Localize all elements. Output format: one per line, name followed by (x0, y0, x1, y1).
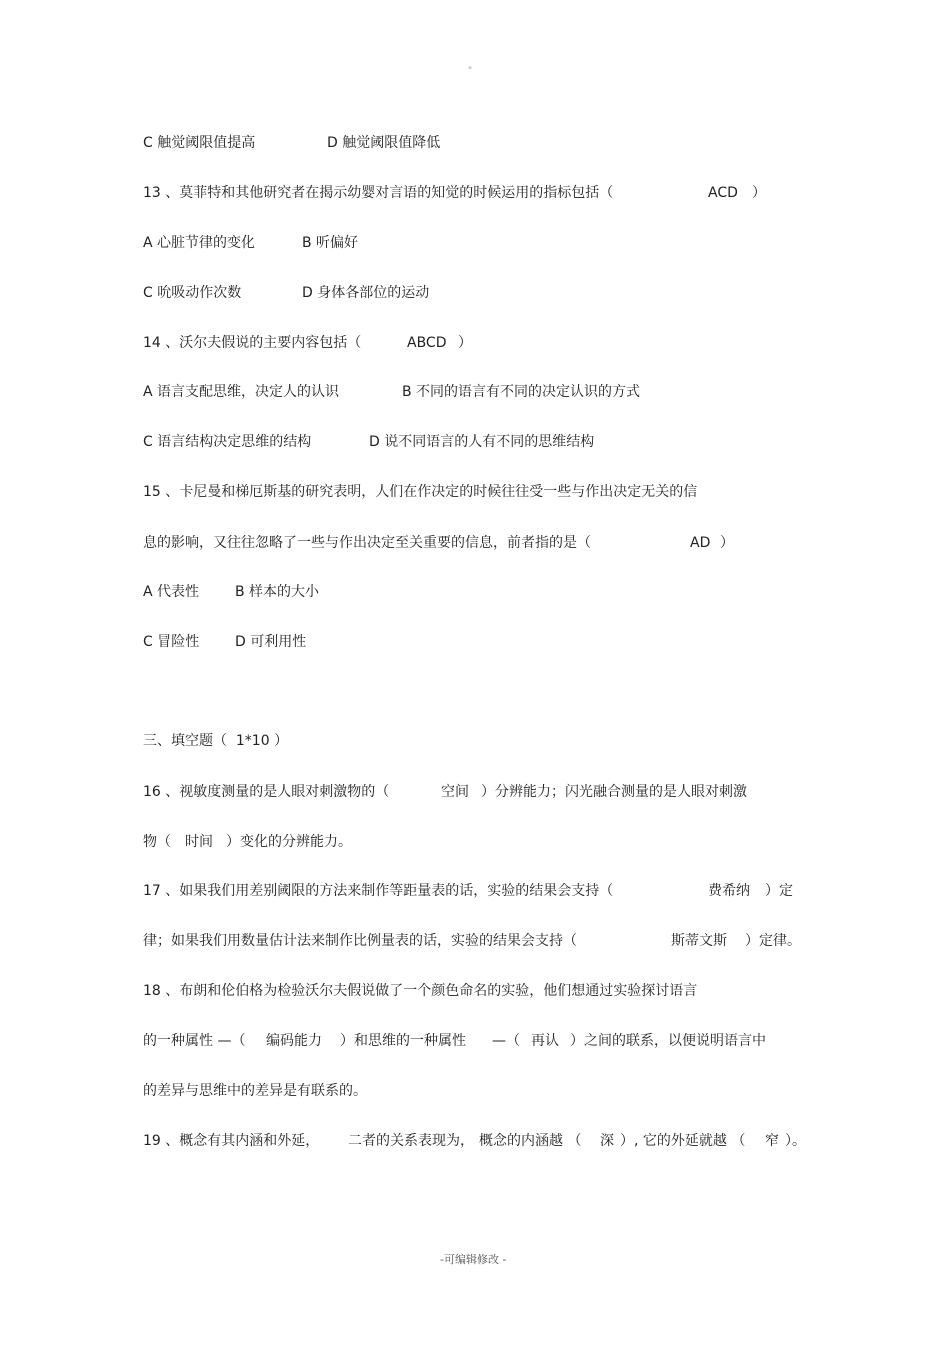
question-16-line-1: 16 、视敏度测量的是人眼对刺激物的（ (143, 784, 390, 800)
question-16-line-2-rest: ）变化的分辨能力。 (226, 834, 352, 850)
answer-16-blank-2: 时间 (185, 834, 213, 850)
question-18-line-2-dash: —（ (492, 1033, 520, 1049)
question-17-line-2: 律；如果我们用数量估计法来制作比例量表的话，实验的结果会支持（ (143, 933, 577, 949)
option-d-q15: D 可利用性 (235, 634, 307, 650)
option-a-q14: A 语言支配思维，决定人的认识 (143, 384, 340, 400)
page-footer: -可编辑修改 - (440, 1253, 507, 1266)
question-19-part-5: ）。 (785, 1133, 806, 1149)
answer-16-blank-1: 空间 (441, 784, 469, 800)
question-15-line-1: 15 、卡尼曼和梯厄斯基的研究表明，人们在作决定的时候往往受一些与作出决定无关的信 (143, 484, 698, 500)
answer-17-blank-2: 斯蒂文斯 (671, 933, 727, 949)
question-19-part-4: ）, 它的外延就越 （ (620, 1133, 746, 1149)
answer-19-blank-1: 深 (600, 1133, 614, 1149)
answer-17-blank-1: 费希纳 (708, 883, 750, 899)
question-15-line-2: 息的影响，又往往忽略了一些与作出决定至关重要的信息，前者指的是（ (143, 535, 591, 551)
section-heading-fill-blank: 三、填空题（ 1*10 ） (143, 733, 289, 749)
option-d-q12: D 触觉阈限值降低 (327, 135, 441, 151)
option-a-q13: A 心脏节律的变化 (143, 235, 256, 251)
option-c-q14: C 语言结构决定思维的结构 (143, 434, 312, 450)
question-18-line-3: 的差异与思维中的差异是有联系的。 (143, 1083, 367, 1099)
answer-18-blank-1: 编码能力 (266, 1033, 322, 1049)
option-a-q15: A 代表性 (143, 584, 200, 600)
option-c-q13: C 吮吸动作次数 (143, 285, 242, 301)
question-17-line-1: 17 、如果我们用差别阈限的方法来制作等距量表的话，实验的结果会支持（ (143, 883, 614, 899)
option-c-q15: C 冒险性 (143, 634, 200, 650)
question-18-line-1: 18 、布朗和伦伯格为检验沃尔夫假说做了一个颜色命名的实验，他们想通过实验探讨语言 (143, 983, 698, 999)
question-16-line-2: 物（ (143, 834, 171, 850)
question-19-part-3: 概念的内涵越 （ (479, 1133, 582, 1149)
question-18-line-2-rest: ）之间的联系，以便说明语言中 (570, 1033, 766, 1049)
question-14: 14 、沃尔夫假说的主要内容包括（ (143, 335, 362, 351)
header-mark: " (468, 66, 473, 76)
question-18-line-2: 的一种属性 —（ (143, 1033, 246, 1049)
answer-13-close: ） (752, 185, 766, 201)
question-19-part-2: 二者的关系表现为， (348, 1133, 474, 1149)
answer-14: ABCD (407, 335, 447, 351)
answer-15-close: ） (720, 535, 734, 551)
question-18-line-2-mid: ）和思维的一种属性 (340, 1033, 466, 1049)
question-16-line-1-rest: ）分辨能力；闪光融合测量的是人眼对刺激 (481, 784, 747, 800)
answer-15: AD (690, 535, 711, 551)
question-19-part-1: 19 、概念有其内涵和外延， (143, 1133, 320, 1149)
option-b-q15: B 样本的大小 (235, 584, 320, 600)
option-d-q14: D 说不同语言的人有不同的思维结构 (369, 434, 595, 450)
option-b-q14: B 不同的语言有不同的决定认识的方式 (402, 384, 641, 400)
question-13: 13 、莫菲特和其他研究者在揭示幼婴对言语的知觉的时候运用的指标包括（ (143, 185, 614, 201)
answer-13: ACD (708, 185, 738, 201)
answer-19-blank-2: 窄 (765, 1133, 779, 1149)
answer-18-blank-2: 再认 (531, 1033, 559, 1049)
option-c-q12: C 触觉阈限值提高 (143, 135, 256, 151)
question-17-line-1-rest: ）定 (765, 883, 793, 899)
option-d-q13: D 身体各部位的运动 (302, 285, 430, 301)
question-17-line-2-rest: ）定律。 (745, 933, 801, 949)
answer-14-close: ） (458, 335, 472, 351)
option-b-q13: B 听偏好 (302, 235, 359, 251)
